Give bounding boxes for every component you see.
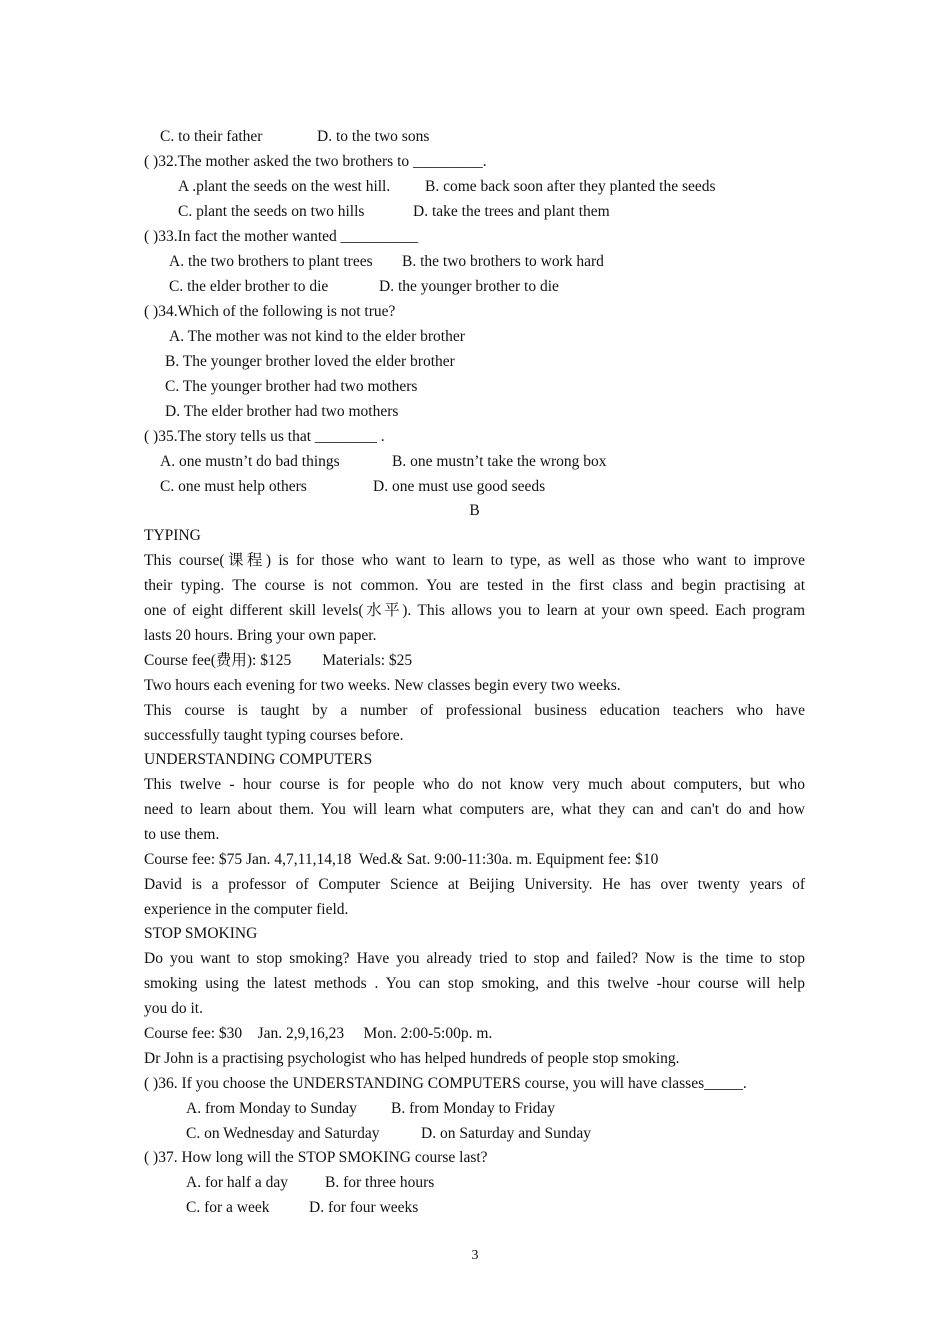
q33-option-c: C. the elder brother to die xyxy=(169,278,329,295)
typing-teacher-line: This course is taught by a number of professional business education teachers who have xyxy=(144,702,805,719)
q36-stem: ( )36. If you choose the UNDERSTANDING COMPUTERS course, you will have classes_____. xyxy=(144,1075,747,1092)
q35-option-c: C. one must help others xyxy=(160,478,307,495)
computers-desc-line: This twelve - hour course is for people who do not know very much about computers, but who xyxy=(144,776,805,793)
q31-option-c: C. to their father xyxy=(160,128,263,145)
typing-teacher-line: successfully taught typing courses before. xyxy=(144,727,404,744)
typing-desc-line: their typing. The course is not common. You are tested in the first class and begin practising at xyxy=(144,577,805,594)
q36-option-c: C. on Wednesday and Saturday xyxy=(186,1125,380,1142)
typing-desc-line: This course(课程) is for those who want to learn to type, as well as those who want to improve xyxy=(144,552,805,569)
typing-fee: Course fee(费用): $125 Materials: $25 xyxy=(144,652,413,669)
computers-desc-line: to use them. xyxy=(144,826,220,843)
q31-option-d: D. to the two sons xyxy=(317,128,430,145)
q36-option-a: A. from Monday to Sunday xyxy=(186,1100,357,1117)
q32-stem: ( )32.The mother asked the two brothers to _________. xyxy=(144,153,487,170)
q33-option-a: A. the two brothers to plant trees xyxy=(169,253,373,270)
q32-option-b: B. come back soon after they planted the seeds xyxy=(425,178,716,195)
q35-stem: ( )35.The story tells us that ________ . xyxy=(144,428,385,445)
computers-fee: Course fee: $75 Jan. 4,7,11,14,18 Wed.& Sat. 9:00-11:30a. m. Equipment fee: $10 xyxy=(144,851,659,868)
typing-schedule: Two hours each evening for two weeks. New classes begin every two weeks. xyxy=(144,677,621,694)
q37-stem: ( )37. How long will the STOP SMOKING course last? xyxy=(144,1149,488,1166)
computers-teacher-line: experience in the computer field. xyxy=(144,901,349,918)
q35-option-a: A. one mustn’t do bad things xyxy=(160,453,340,470)
smoking-fee: Course fee: $30 Jan. 2,9,16,23 Mon. 2:00-5:00p. m. xyxy=(144,1025,493,1042)
section-heading: B xyxy=(469,502,480,519)
q33-option-d: D. the younger brother to die xyxy=(379,278,559,295)
q33-stem: ( )33.In fact the mother wanted __________ xyxy=(144,228,419,245)
q37-option-b: B. for three hours xyxy=(325,1174,435,1191)
q35-option-d: D. one must use good seeds xyxy=(373,478,546,495)
q37-option-c: C. for a week xyxy=(186,1199,270,1216)
q35-option-b: B. one mustn’t take the wrong box xyxy=(392,453,607,470)
q34-option-c: C. The younger brother had two mothers xyxy=(165,378,418,395)
smoking-desc-line: you do it. xyxy=(144,1000,203,1017)
course-title-computers: UNDERSTANDING COMPUTERS xyxy=(144,751,373,768)
q33-option-b: B. the two brothers to work hard xyxy=(402,253,604,270)
q32-option-c: C. plant the seeds on two hills xyxy=(178,203,365,220)
course-title-smoking: STOP SMOKING xyxy=(144,925,258,942)
q36-option-b: B. from Monday to Friday xyxy=(391,1100,556,1117)
computers-teacher-line: David is a professor of Computer Science at Beijing University. He has over twenty years of xyxy=(144,876,805,893)
q34-option-d: D. The elder brother had two mothers xyxy=(165,403,399,420)
q34-option-a: A. The mother was not kind to the elder brother xyxy=(169,328,465,345)
typing-desc-line: one of eight different skill levels(水平). This allows you to learn at your own speed. Each program xyxy=(144,602,805,619)
page-number: 3 xyxy=(471,1248,479,1263)
q34-stem: ( )34.Which of the following is not true? xyxy=(144,303,396,320)
q37-option-a: A. for half a day xyxy=(186,1174,288,1191)
smoking-teacher: Dr John is a practising psychologist who has helped hundreds of people stop smoking. xyxy=(144,1050,680,1067)
smoking-desc-line: smoking using the latest methods . You can stop smoking, and this twelve -hour course will help xyxy=(144,975,805,992)
smoking-desc-line: Do you want to stop smoking? Have you already tried to stop and failed? Now is the time to stop xyxy=(144,950,805,967)
typing-desc-line: lasts 20 hours. Bring your own paper. xyxy=(144,627,377,644)
q34-option-b: B. The younger brother loved the elder brother xyxy=(165,353,455,370)
q32-option-d: D. take the trees and plant them xyxy=(413,203,610,220)
q32-option-a: A .plant the seeds on the west hill. xyxy=(178,178,391,195)
q36-option-d: D. on Saturday and Sunday xyxy=(421,1125,592,1142)
computers-desc-line: need to learn about them. You will learn what computers are, what they can and can't do and how xyxy=(144,801,805,818)
q37-option-d: D. for four weeks xyxy=(309,1199,419,1216)
course-title-typing: TYPING xyxy=(144,527,201,544)
